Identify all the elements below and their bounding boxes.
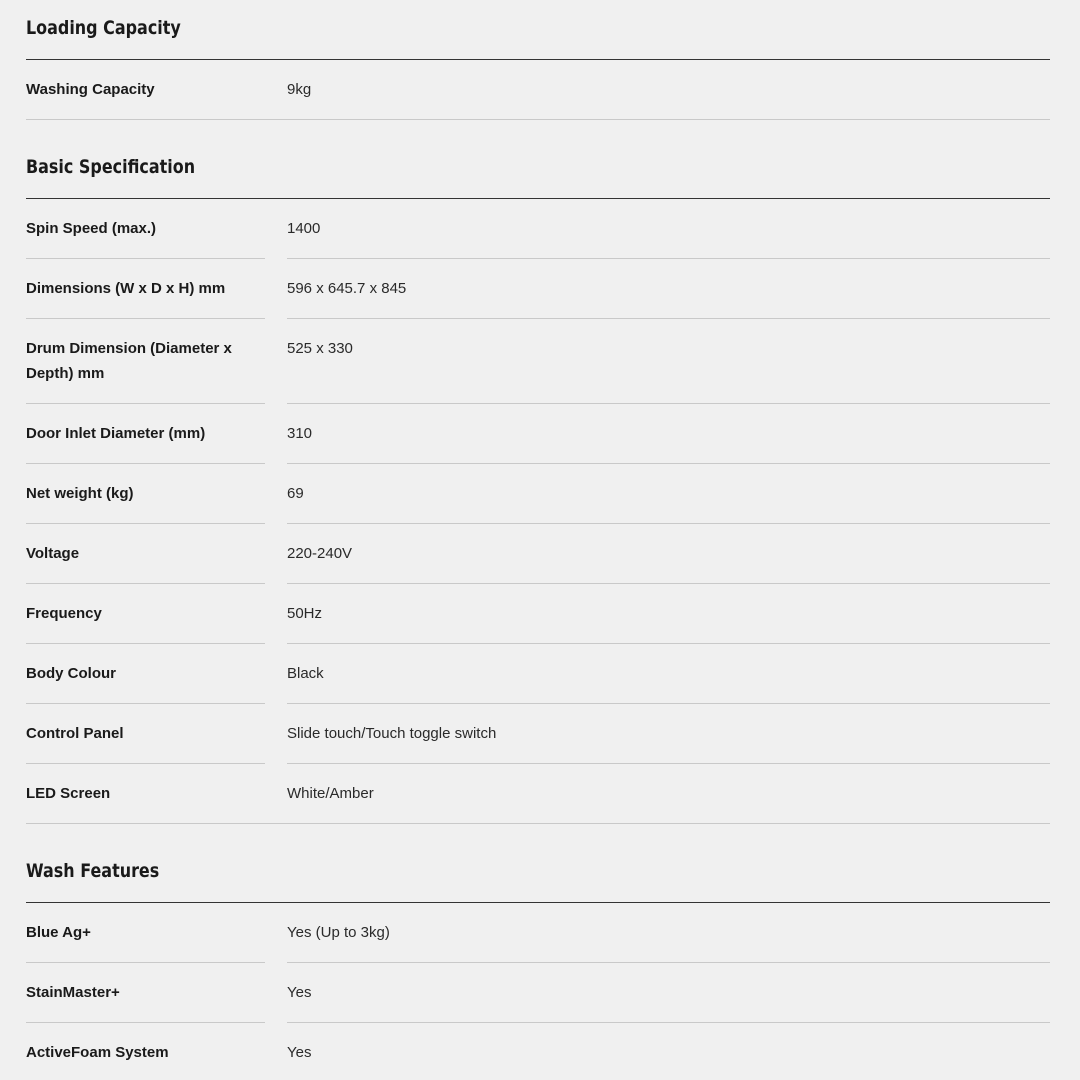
spec-label: Body Colour — [26, 644, 265, 704]
spec-label: Spin Speed (max.) — [26, 199, 265, 259]
spec-value: Yes — [287, 1044, 312, 1061]
section-gap — [26, 824, 1050, 843]
section-gap — [26, 120, 1050, 139]
spec-row-drum-dimension — [26, 319, 1050, 404]
section-header — [26, 139, 1050, 199]
spec-row-blue-ag — [26, 903, 1050, 963]
spec-row-spin-speed — [26, 199, 1050, 259]
spec-label: LED Screen — [26, 764, 1050, 824]
spec-row-net-weight — [26, 464, 1050, 524]
spec-row-door-inlet-diameter — [26, 404, 1050, 464]
spec-label: Drum Dimension (Diameter x Depth) mm — [26, 319, 265, 404]
section-title: Wash Features — [26, 860, 160, 882]
spec-value: White/Amber — [287, 785, 374, 802]
spec-row-stainmaster — [26, 963, 1050, 1023]
spec-label: Frequency — [26, 584, 265, 644]
spec-value: 9kg — [287, 81, 312, 98]
spec-row-control-panel — [26, 704, 1050, 764]
spec-label: Door Inlet Diameter (mm) — [26, 404, 265, 464]
spec-label: Washing Capacity — [26, 60, 1050, 120]
spec-row-washing-capacity — [26, 60, 1050, 120]
spec-row-led-screen — [26, 764, 1050, 824]
spec-value: 50Hz — [287, 584, 1050, 644]
section-header — [26, 0, 1050, 60]
spec-row-frequency — [26, 584, 1050, 644]
spec-row-voltage — [26, 524, 1050, 584]
spec-value: 220-240V — [287, 524, 1050, 584]
spec-label: Dimensions (W x D x H) mm — [26, 259, 265, 319]
section-basic-specification — [26, 139, 1050, 824]
spec-value: 525 x 330 — [287, 319, 1050, 404]
spec-label: Net weight (kg) — [26, 464, 265, 524]
spec-value: 69 — [287, 464, 1050, 524]
section-wash-features — [26, 843, 1050, 1080]
spec-value: Yes (Up to 3kg) — [287, 903, 1050, 963]
spec-row-dimensions — [26, 259, 1050, 319]
section-header — [26, 843, 1050, 903]
spec-label: StainMaster+ — [26, 963, 265, 1023]
spec-row-activefoam-system — [26, 1023, 1050, 1080]
spec-label: ActiveFoam System — [26, 1044, 169, 1061]
spec-label: Blue Ag+ — [26, 903, 265, 963]
spec-value: 310 — [287, 404, 1050, 464]
spec-value: Yes — [287, 963, 1050, 1023]
spec-label: Voltage — [26, 524, 265, 584]
section-title: Basic Specification — [26, 156, 196, 178]
spec-value: Black — [287, 644, 1050, 704]
spec-row-body-colour — [26, 644, 1050, 704]
spec-value: 596 x 645.7 x 845 — [287, 259, 1050, 319]
spec-value: Slide touch/Touch toggle switch — [287, 704, 1050, 764]
spec-sheet — [26, 0, 1050, 1080]
section-loading-capacity — [26, 0, 1050, 120]
section-title: Loading Capacity — [26, 17, 181, 39]
spec-value: 1400 — [287, 199, 1050, 259]
spec-label: Control Panel — [26, 704, 265, 764]
